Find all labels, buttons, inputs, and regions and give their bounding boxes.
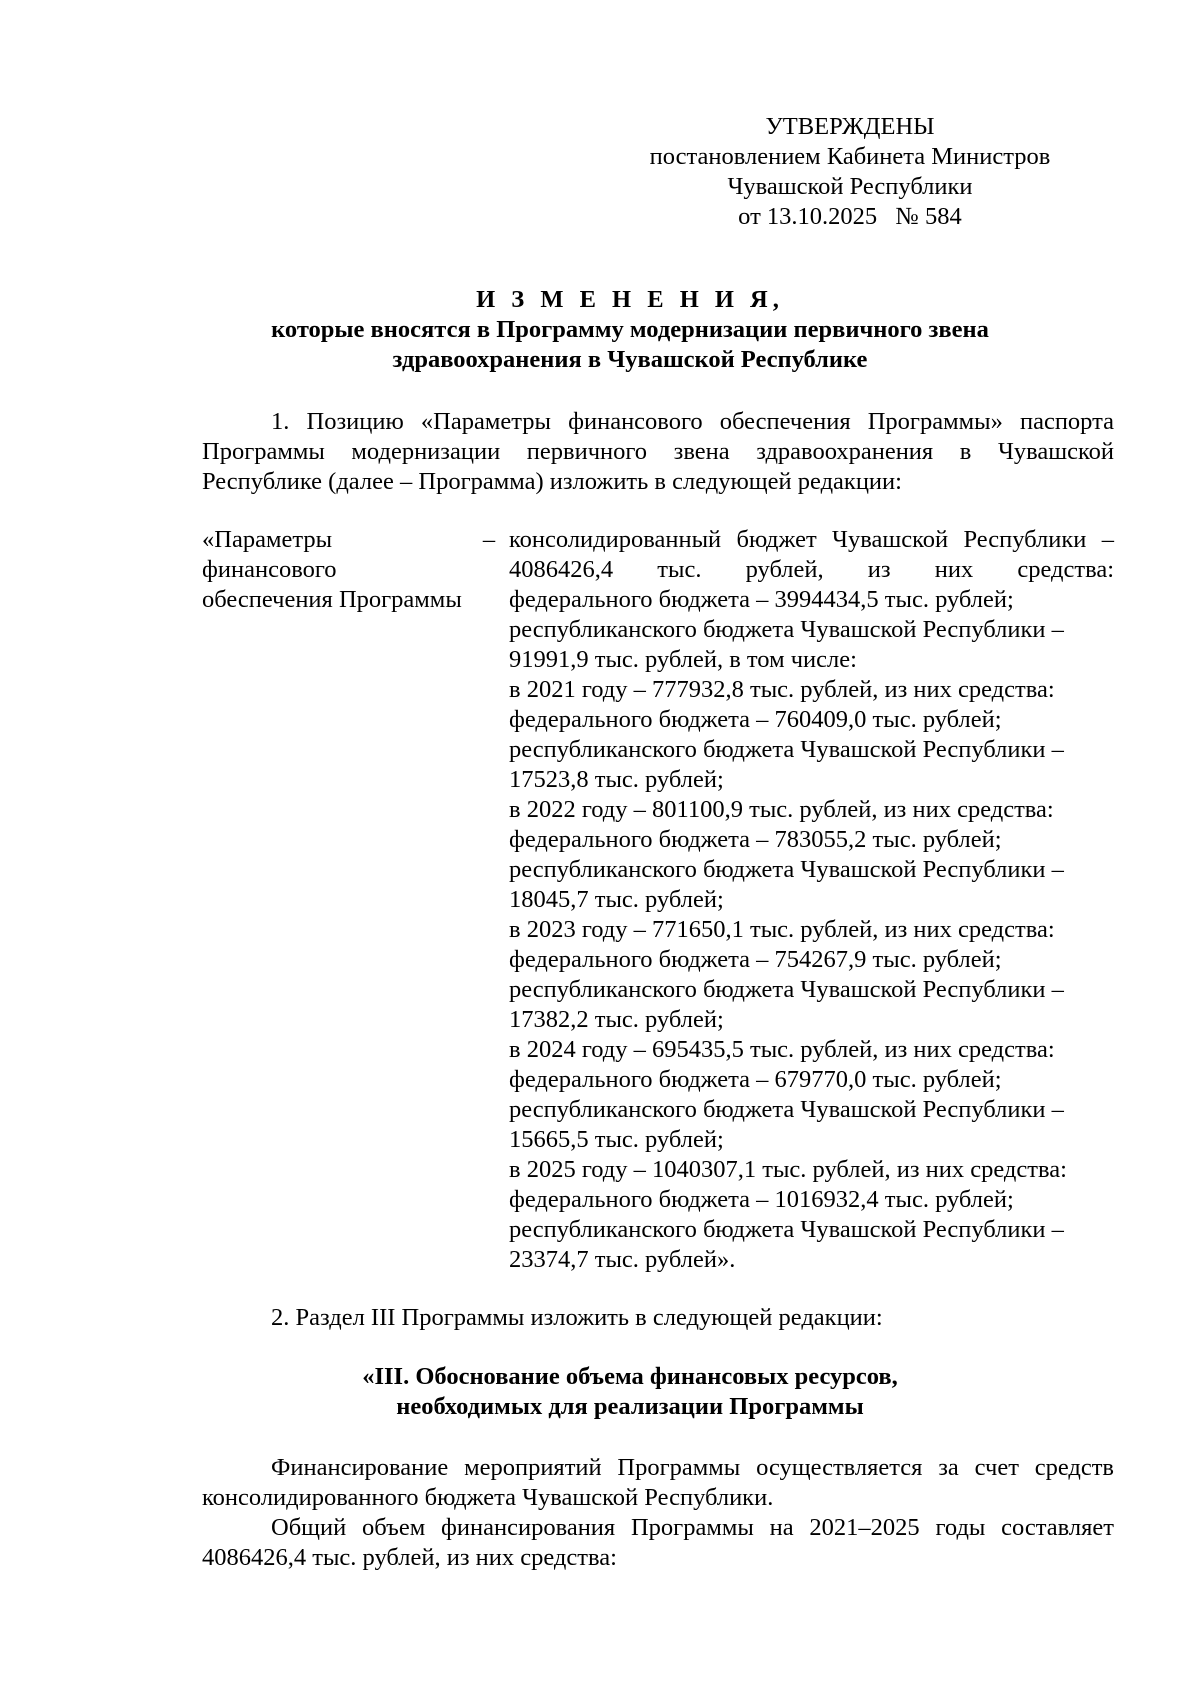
approval-republic: Чувашской Республики: [727, 173, 973, 200]
parameters-value-line: федерального бюджета – 1016932,4 тыс. рублей;: [509, 1186, 1014, 1213]
item-2-paragraph: 2. Раздел III Программы изложить в следующей редакции:: [271, 1304, 883, 1331]
section-3-paragraph-1: Финансирование мероприятий Программы осуществляется за счет средств консолидированного бюджета Чувашской Республики.: [202, 1454, 1114, 1511]
parameters-value-line: в 2025 году – 1040307,1 тыс. рублей, из них средства:: [509, 1156, 1067, 1183]
parameters-value-line: республиканского бюджета Чувашской Республики –: [509, 736, 1064, 763]
section-3-heading-line1: «III. Обоснование объема финансовых ресурсов,: [362, 1363, 898, 1390]
parameters-value-line: 91991,9 тыс. рублей, в том числе:: [509, 646, 857, 673]
document-subtitle-line2: здравоохранения в Чувашской Республике: [392, 346, 868, 373]
parameters-value-line: республиканского бюджета Чувашской Республики –: [509, 616, 1064, 643]
parameters-value-line: 17382,2 тыс. рублей;: [509, 1006, 724, 1033]
document-title: [180, 285, 1080, 375]
parameters-value-line: в 2021 году – 777932,8 тыс. рублей, из них средства:: [509, 676, 1055, 703]
approval-title: УТВЕРЖДЕНЫ: [765, 113, 935, 140]
item-1-paragraph: 1. Позицию «Параметры финансового обеспечения Программы» паспорта Программы модернизации первичного звена здравоохранения в Чувашской Республике (далее – Программа) изложить в следующей редакции:: [202, 408, 1114, 495]
document-subtitle-line1: которые вносятся в Программу модернизации первичного звена: [271, 316, 989, 343]
parameters-value-line: республиканского бюджета Чувашской Республики –: [509, 1096, 1064, 1123]
parameters-value-line: республиканского бюджета Чувашской Республики –: [509, 976, 1064, 1003]
approval-block: [640, 112, 1060, 232]
parameters-value-line: в 2024 году – 695435,5 тыс. рублей, из них средства:: [509, 1036, 1055, 1063]
parameters-value-line: 23374,7 тыс. рублей».: [509, 1246, 736, 1273]
parameters-values: [509, 525, 1114, 1275]
parameters-value-line: республиканского бюджета Чувашской Республики –: [509, 1216, 1064, 1243]
parameters-value-line: федерального бюджета – 760409,0 тыс. рублей;: [509, 706, 1002, 733]
parameters-value-line: республиканского бюджета Чувашской Республики –: [509, 856, 1064, 883]
section-3-heading: [180, 1362, 1080, 1422]
parameters-value-line: федерального бюджета – 783055,2 тыс. рублей;: [509, 826, 1002, 853]
document-heading: И З М Е Н Е Н И Я,: [476, 286, 784, 313]
parameters-value-line: 15665,5 тыс. рублей;: [509, 1126, 724, 1153]
parameters-label: «Параметры финансового обеспечения Программы: [202, 526, 462, 613]
parameters-value-line: федерального бюджета – 754267,9 тыс. рублей;: [509, 946, 1002, 973]
parameters-value-line: федерального бюджета – 3994434,5 тыс. рублей;: [509, 586, 1014, 613]
approval-date-number: от 13.10.2025 № 584: [738, 203, 962, 230]
parameters-value-line: 17523,8 тыс. рублей;: [509, 766, 724, 793]
parameters-value-line: консолидированный бюджет Чувашской Республики – 4086426,4 тыс. рублей, из них средства:: [509, 526, 1114, 583]
parameters-value-line: 18045,7 тыс. рублей;: [509, 886, 724, 913]
section-3-paragraph-2: Общий объем финансирования Программы на 2021–2025 годы составляет 4086426,4 тыс. рублей, из них средства:: [202, 1514, 1114, 1571]
parameters-value-line: в 2022 году – 801100,9 тыс. рублей, из них средства:: [509, 796, 1054, 823]
section-3-heading-line2: необходимых для реализации Программы: [396, 1393, 864, 1420]
parameters-value-line: в 2023 году – 771650,1 тыс. рублей, из них средства:: [509, 916, 1055, 943]
parameters-dash: –: [482, 526, 496, 553]
parameters-value-line: федерального бюджета – 679770,0 тыс. рублей;: [509, 1066, 1002, 1093]
approval-resolution: постановлением Кабинета Министров: [649, 143, 1051, 170]
